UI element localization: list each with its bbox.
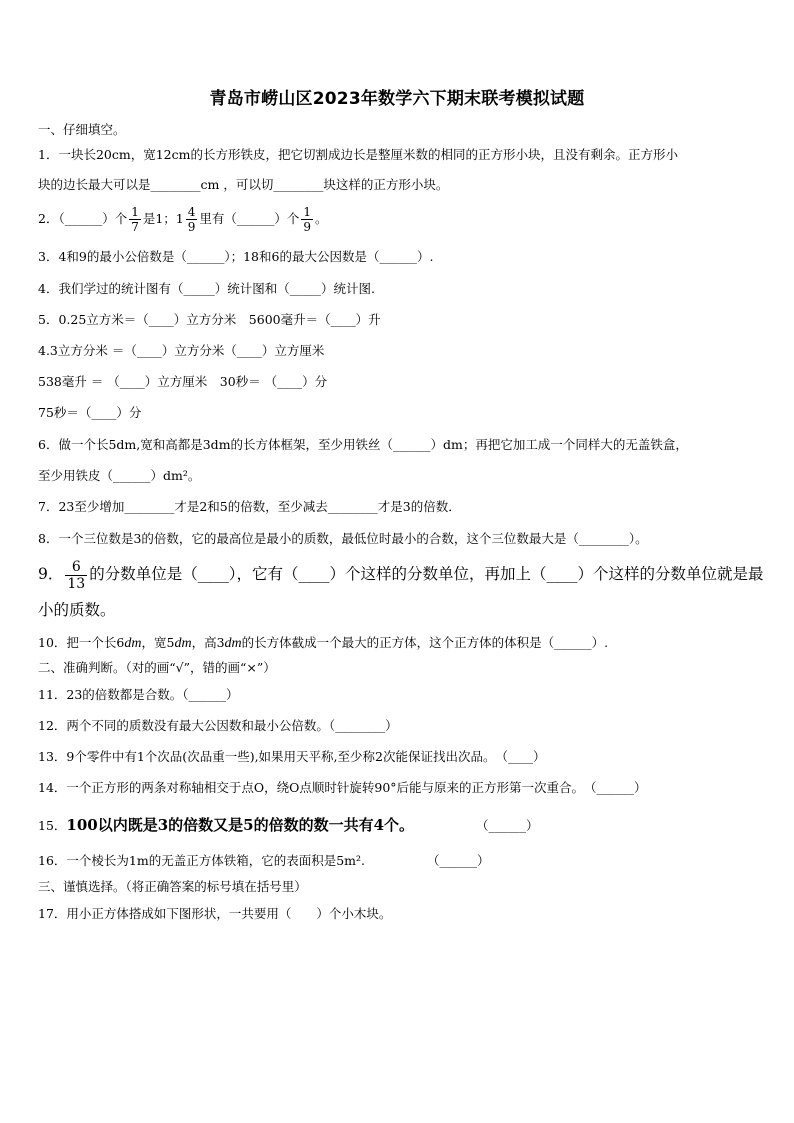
question-4: 4．我们学过的统计图有（_____）统计图和（_____）统计图. [38,281,375,296]
fraction-numerator: 4 [187,205,196,219]
question-3: 3．4和9的最小公倍数是（______）；18和6的最大公因数是（______）. [38,249,434,264]
question-1-line-1: 1．一块长20cm，宽12cm的长方形铁皮，把它切割成边长是整厘米数的相同的正方形小块，且没有剩余。正方形小 [38,147,678,162]
question-5-line-3: 538毫升 ＝ （____）立方厘米 30秒＝ （____）分 [38,374,328,389]
question-16-answer-blank: （______） [427,853,490,868]
question-11: 11．23的倍数都是合数。（______） [38,687,239,702]
section-heading-true-false: 二、准确判断。（对的画“√”，错的画“×”） [38,660,276,675]
unit-dm: dm [224,636,242,651]
question-10 [38,634,758,653]
fraction-one-seventh [129,205,141,234]
section-heading-fill-blank: 一、仔细填空。 [38,122,126,137]
fraction-numerator: 1 [131,205,139,219]
fraction-denominator: 9 [187,220,196,234]
question-5-line-4: 75秒＝（____）分 [38,405,142,420]
question-14: 14．一个正方形的两条对称轴相交于点O，绕O点顺时针旋转90°后能与原来的正方形第一次重合。 （______） [38,780,647,795]
question-9-number: 9． [38,565,64,583]
unit-dm: dm [124,636,142,651]
question-5-line-2: 4.3立方分米 ＝（____）立方分米（____）立方厘米 [38,343,325,358]
question-9-text: 的分数单位是（____），它有（____）个这样的分数单位，再加上（____）个这样的分数单位就是最 [89,565,764,583]
question-6-line-1: 6．做一个长5dm,宽和高都是3dm的长方体框架，至少用铁丝（______）dm；再把它加工成一个同样大的无盖铁盒， [38,437,688,452]
unit-dm: dm [174,636,192,651]
question-2-part-d: 。 [315,211,328,226]
question-5-line-1: 5．0.25立方米＝（____）立方分米 5600毫升＝（____）升 [38,312,381,327]
question-10-part-c: ，高3 [191,635,225,650]
page-title: 青岛市崂山区2023年数学六下期末联考模拟试题 [209,89,585,109]
question-15-answer-blank: （______） [476,818,539,833]
question-15 [38,814,758,836]
question-8: 8．一个三位数是3的倍数，它的最高位是最小的质数，最低位时最小的合数，这个三位数最大是（________）。 [38,531,648,546]
question-16-text: 16．一个棱长为1m的无盖正方体铁箱，它的表面积是5m². [38,853,366,868]
question-10-part-a: 10．把一个长6 [38,635,125,650]
question-15-text: 100以内既是3的倍数又是5的倍数的数一共有4个。 [66,816,415,834]
question-12: 12．两个不同的质数没有最大公因数和最小公倍数。（________） [38,718,398,733]
question-13: 13．9个零件中有1个次品(次品重一些),如果用天平称,至少称2次能保证找出次品。 （____） [38,749,546,764]
question-16 [38,852,758,870]
section-heading-multiple-choice: 三、谨慎选择。（将正确答案的标号填在括号里） [38,879,307,894]
question-2-part-a: 2．（______）个 [38,211,128,226]
fraction-denominator: 7 [131,220,139,234]
fraction-six-thirteenths [65,559,87,592]
fraction-numerator: 6 [71,558,81,575]
fraction-denominator: 13 [67,575,86,592]
question-2-part-b: 是1；1 [142,211,184,226]
question-2 [38,202,758,236]
question-2-part-c: 里有（______）个 [199,211,300,226]
question-9-line-1 [38,556,764,592]
question-6-line-2: 至少用铁皮（______）dm²。 [38,468,201,483]
question-9-line-2: 小的质数。 [38,601,116,619]
question-15-number: 15． [38,818,67,833]
fraction-four-ninths [186,205,198,234]
question-10-part-b: ，宽5 [141,635,175,650]
question-1-line-2: 块的边长最大可以是________cm ，可以切________块这样的正方形小块。 [38,177,449,192]
question-7: 7．23至少增加________才是2和5的倍数，至少减去________才是3的倍数． [38,499,461,514]
fraction-numerator: 1 [303,205,312,219]
fraction-one-ninth [301,205,313,234]
fraction-denominator: 9 [303,220,312,234]
question-10-part-d: 的长方体截成一个最大的正方体，这个正方体的体积是（______）. [241,635,609,650]
question-17: 17．用小正方体搭成如下图形状，一共要用（ ）个小木块。 [38,906,392,921]
